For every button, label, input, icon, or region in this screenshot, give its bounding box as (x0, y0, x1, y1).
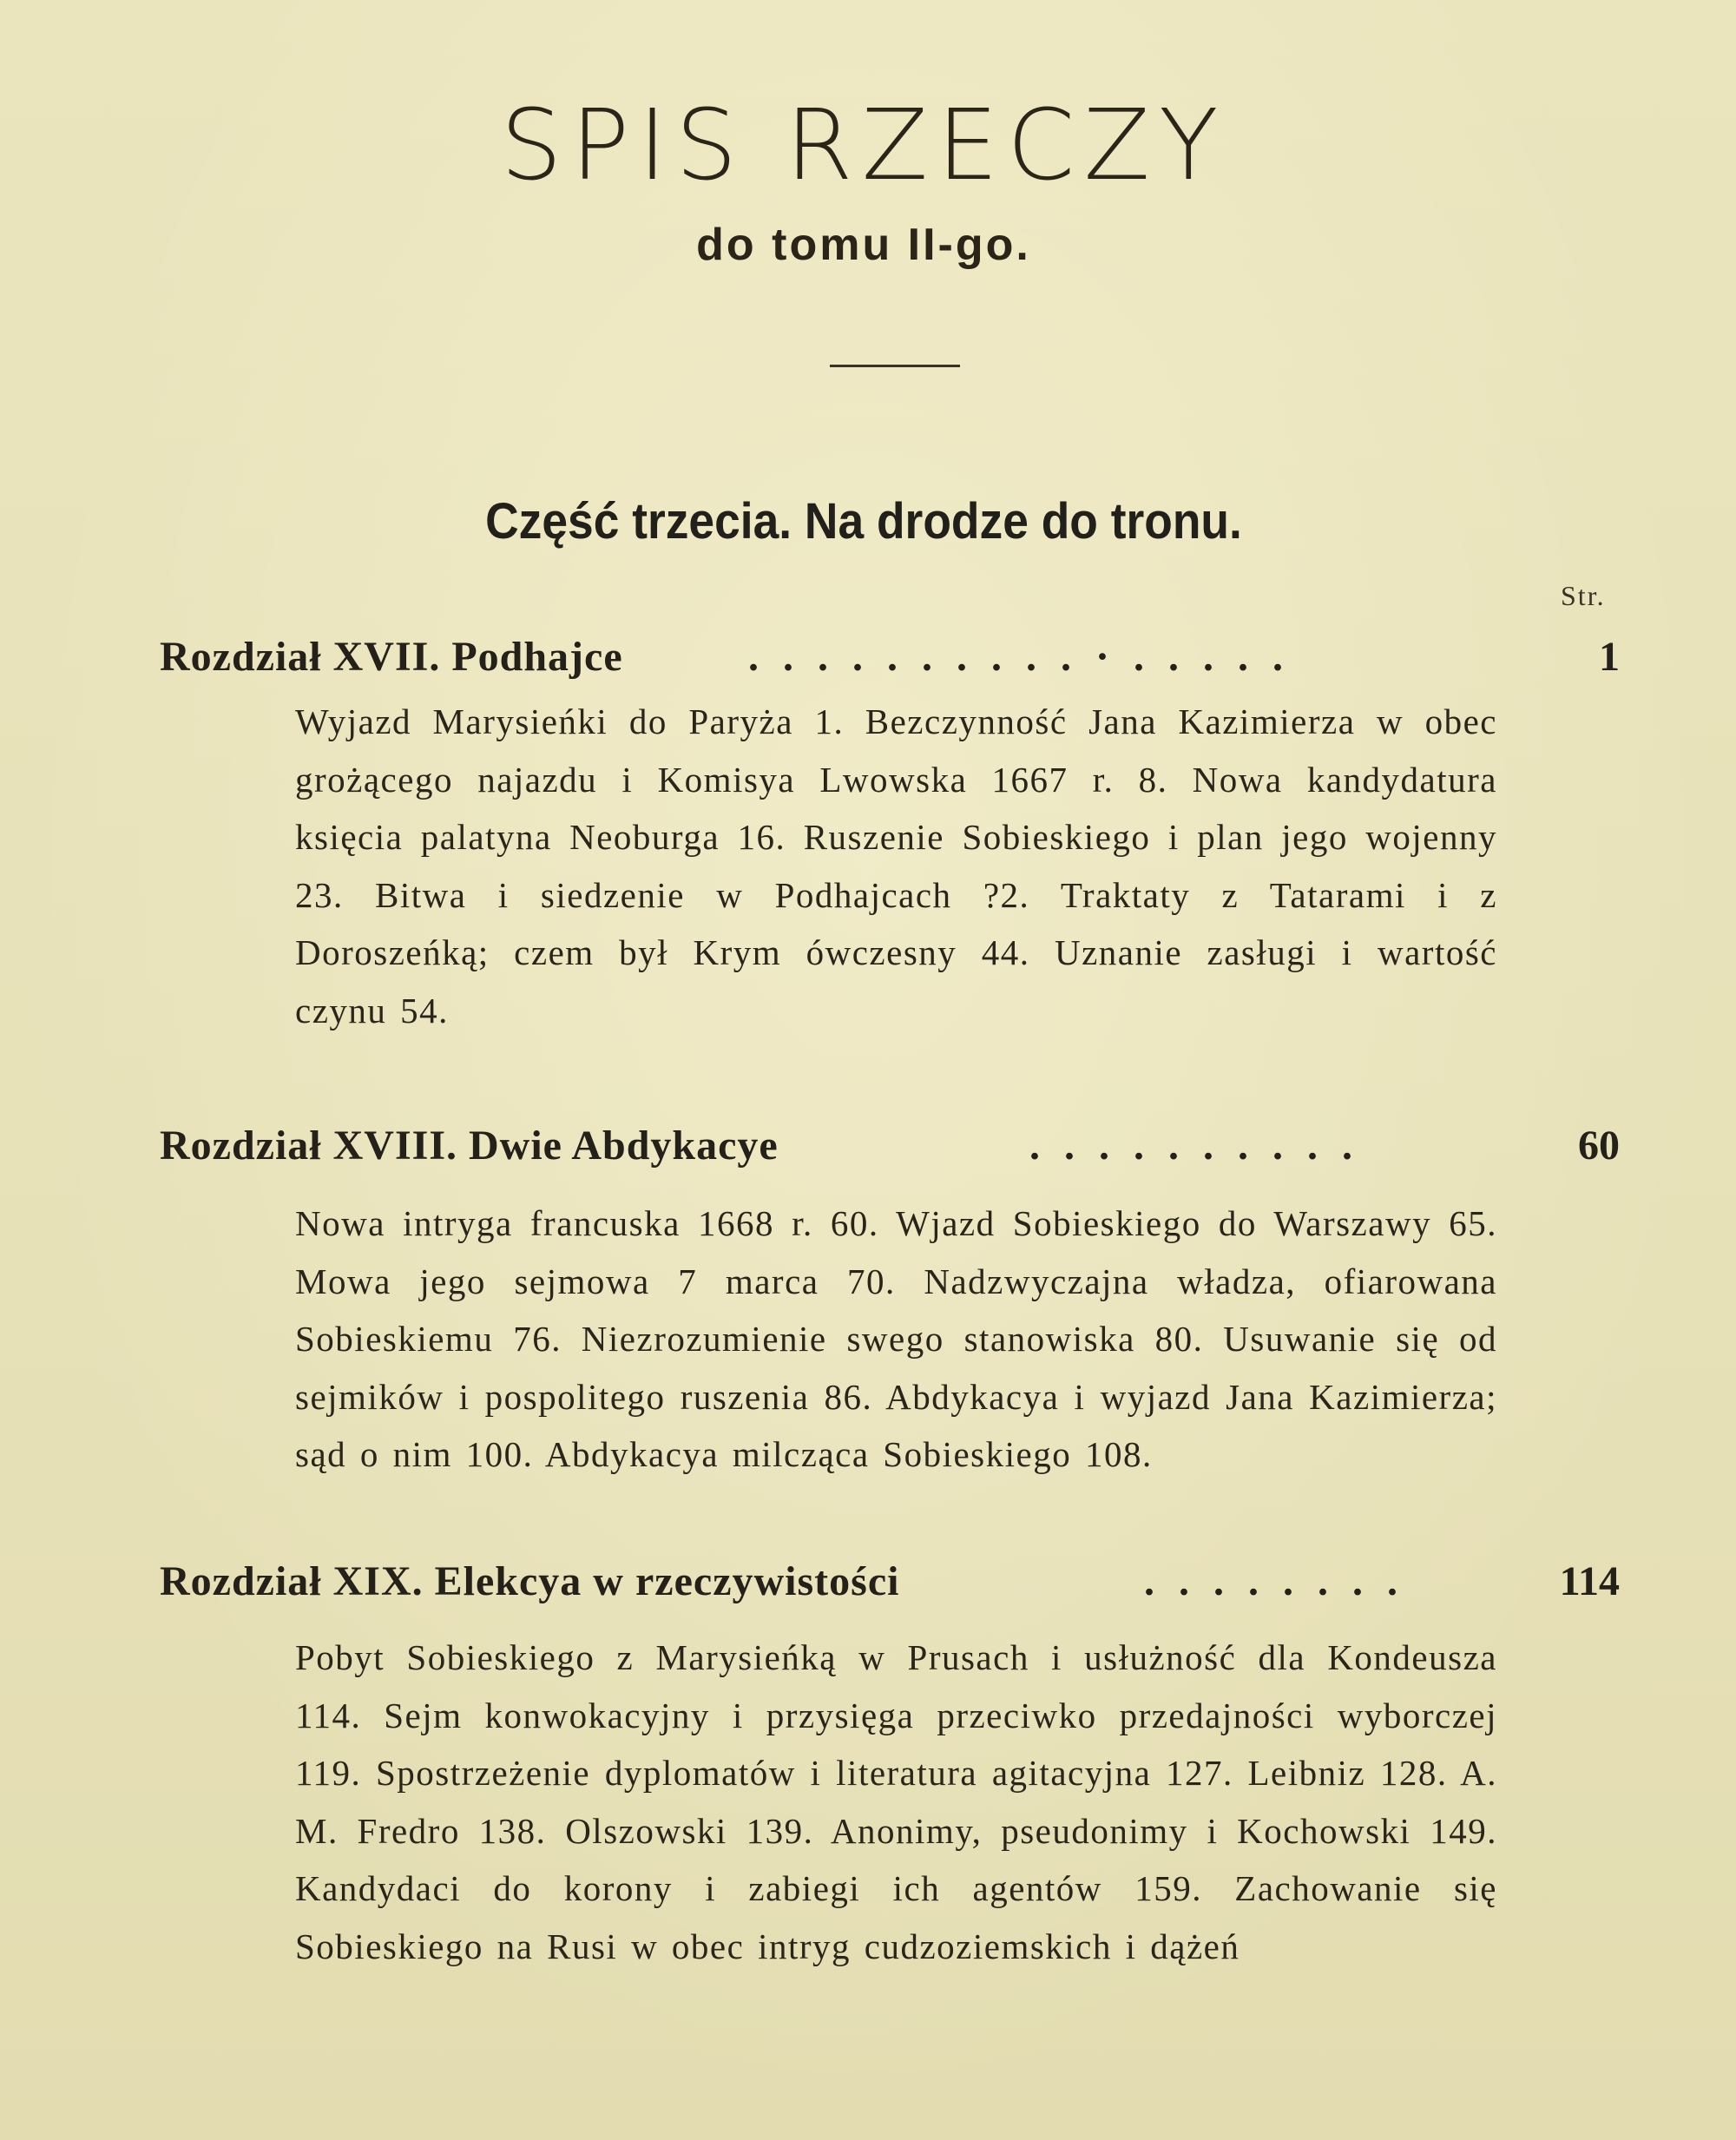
chapter-summary: Nowa intryga francuska 1668 r. 60. Wjazd Sobieskiego do Warszawy 65. Mowa jego sejmowa 7 marca 70. Nadzwyczajna władza, ofiarowana Sobieskiemu 76. Niezrozumienie swego stanowiska 80. Usuwanie się od sejmików i pospolitego ruszenia 86. Abdykacya i wyjazd Jana Kazimierza; sąd o nim 100. Abdykacya milcząca Sobieskiego 108. (295, 1203, 1497, 1474)
chapter-heading (0, 1556, 1736, 1608)
chapter-title: Rozdział XIX. Elekcya w rzeczywistości (160, 1558, 900, 1604)
leader-dots: . . . . . . . . . . (1029, 1123, 1359, 1169)
chapter-page-number: 60 (1578, 1123, 1620, 1169)
page-title: SPIS RZECZY (500, 89, 1227, 202)
toc-chapter-xviii (0, 1120, 1736, 1172)
chapter-page-number: 114 (1559, 1558, 1620, 1604)
leader-dots: . . . . . . . . (1144, 1558, 1404, 1604)
leader-dots: . . . . . . . . . . · . . . . . (748, 634, 1291, 680)
chapter-heading (0, 631, 1736, 683)
chapter-page-number: 1 (1599, 634, 1620, 680)
chapter-summary: Wyjazd Marysieńki do Paryża 1. Bezczynność Jana Kazimierza w obec grożącego najazdu i Komisya Lwowska 1667 r. 8. Nowa kandydatura księcia palatyna Neoburga 16. Ruszenie Sobieskiego i plan jego wojenny 23. Bitwa i siedzenie w Podhajcach ?2. Traktaty z Tatarami i z Doroszeńką; czem był Krym ówczesny 44. Uznanie zasługi i wartość czynu 54. (295, 701, 1497, 1030)
toc-chapter-xix (0, 1556, 1736, 1608)
page-column-label: Str. (1561, 580, 1606, 611)
toc-chapter-xvii (0, 631, 1736, 683)
title-divider (830, 365, 960, 367)
part-heading: Część trzecia. Na drodze do tronu. (485, 493, 1242, 550)
volume-subtitle: do tomu II-go. (696, 220, 1031, 270)
chapter-summary: Pobyt Sobieskiego z Marysieńką w Prusach i usłużność dla Kondeusza 114. Sejm konwokacyjny i przysięga przeciwko przedajności wyborczej 119. Spostrzeżenie dyplomatów i literatura agitacyjna 127. Leibniz 128. A. M. Fredro 138. Olszowski 139. Anonimy, pseudonimy i Kochowski 149. Kandydaci do korony i zabiegi ich agentów 159. Zachowanie się Sobieskiego na Rusi w obec intryg cudzoziemskich i dążeń (295, 1637, 1497, 1966)
chapter-title: Rozdział XVII. Podhajce (160, 634, 623, 680)
chapter-title: Rozdział XVIII. Dwie Abdykacye (160, 1123, 779, 1169)
chapter-heading (0, 1120, 1736, 1172)
